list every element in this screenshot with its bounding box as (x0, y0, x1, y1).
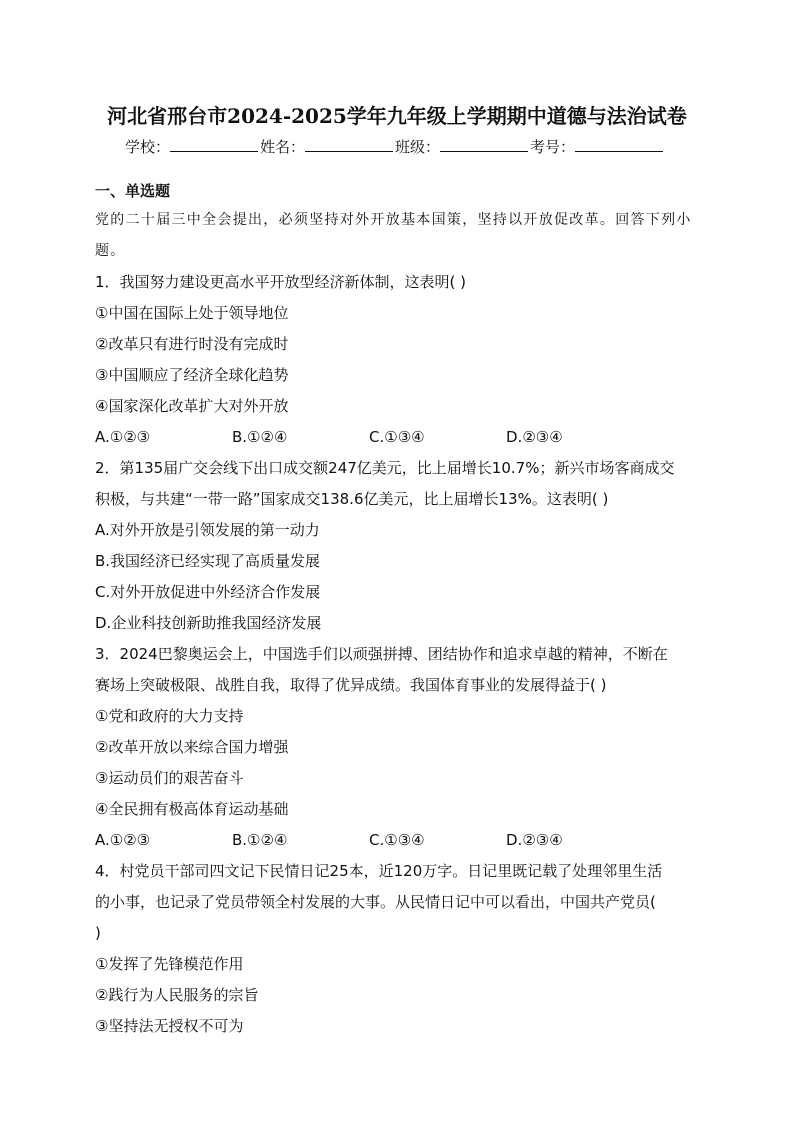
name-label: 姓名： (260, 138, 306, 156)
q1-option-b: B.①②④ (232, 428, 288, 446)
school-label: 学校： (125, 138, 171, 156)
q1-option-a: A.①②③ (95, 428, 151, 446)
q4-item-1: ①发挥了先锋模范作用 (95, 955, 244, 973)
q3-item-4: ④全民拥有极高体育运动基础 (95, 800, 289, 818)
q2-option-d: D.企业科技创新助推我国经济发展 (95, 614, 322, 632)
question-content (95, 205, 699, 1042)
school-blank[interactable] (170, 137, 258, 152)
page-title: 河北省邢台市2024-2025学年九年级上学期期中道德与法治试卷 (107, 104, 687, 128)
q1-item-4: ④国家深化改革扩大对外开放 (95, 397, 289, 415)
q3-stem-line1: 3．2024巴黎奥运会上，中国选手们以顽强拼搏、团结协作和追求卓越的精神，不断在 (95, 645, 668, 663)
class-blank[interactable] (440, 137, 528, 152)
class-label: 班级： (395, 138, 441, 156)
q4-item-2: ②践行为人民服务的宗旨 (95, 986, 259, 1004)
q1-options (95, 422, 699, 453)
q3-item-2: ②改革开放以来综合国力增强 (95, 738, 289, 756)
q4-item-3: ③坚持法无授权不可为 (95, 1017, 244, 1035)
q2-stem-line2: 积极，与共建“一带一路”国家成交138.6亿美元，比上届增长13%。这表明( ) (95, 490, 609, 508)
q1-option-c: C.①③④ (369, 428, 425, 446)
q1-item-3: ③中国顺应了经济全球化趋势 (95, 366, 289, 384)
section-heading: 一、单选题 (95, 182, 171, 200)
q3-option-c: C.①③④ (369, 831, 425, 849)
name-blank[interactable] (305, 137, 393, 152)
q2-option-b: B.我国经济已经实现了高质量发展 (95, 552, 321, 570)
group-intro: 党的二十届三中全会提出，必须坚持对外开放基本国策，坚持以开放促改革。回答下列小题。 (95, 212, 692, 259)
q2-option-a: A.对外开放是引领发展的第一动力 (95, 521, 320, 539)
student-info-line (125, 136, 665, 157)
q3-item-3: ③运动员们的艰苦奋斗 (95, 769, 244, 787)
q3-option-d: D.②③④ (506, 831, 563, 849)
q1-item-2: ②改革只有进行时没有完成时 (95, 335, 289, 353)
number-blank[interactable] (575, 137, 663, 152)
q4-stem-line2: 的小事，也记录了党员带领全村发展的大事。从民情日记中可以看出，中国共产党员( (95, 893, 656, 911)
q3-options (95, 825, 699, 856)
q2-option-c: C.对外开放促进中外经济合作发展 (95, 583, 321, 601)
q1-stem: 1．我国努力建设更高水平开放型经济新体制，这表明( ) (95, 273, 467, 291)
q3-stem-line2: 赛场上突破极限、战胜自我，取得了优异成绩。我国体育事业的发展得益于( ) (95, 676, 607, 694)
q1-item-1: ①中国在国际上处于领导地位 (95, 304, 289, 322)
q4-stem-line1: 4．村党员干部司四文记下民情日记25本，近120万字。日记里既记载了处理邻里生活 (95, 862, 663, 880)
q3-item-1: ①党和政府的大力支持 (95, 707, 244, 725)
number-label: 考号： (530, 138, 576, 156)
q1-option-d: D.②③④ (506, 428, 563, 446)
q2-stem-line1: 2．第135届广交会线下出口成交额247亿美元，比上届增长10.7%；新兴市场客商成交 (95, 459, 675, 477)
q3-option-a: A.①②③ (95, 831, 151, 849)
q4-stem-line3: ) (95, 924, 101, 942)
q3-option-b: B.①②④ (232, 831, 288, 849)
